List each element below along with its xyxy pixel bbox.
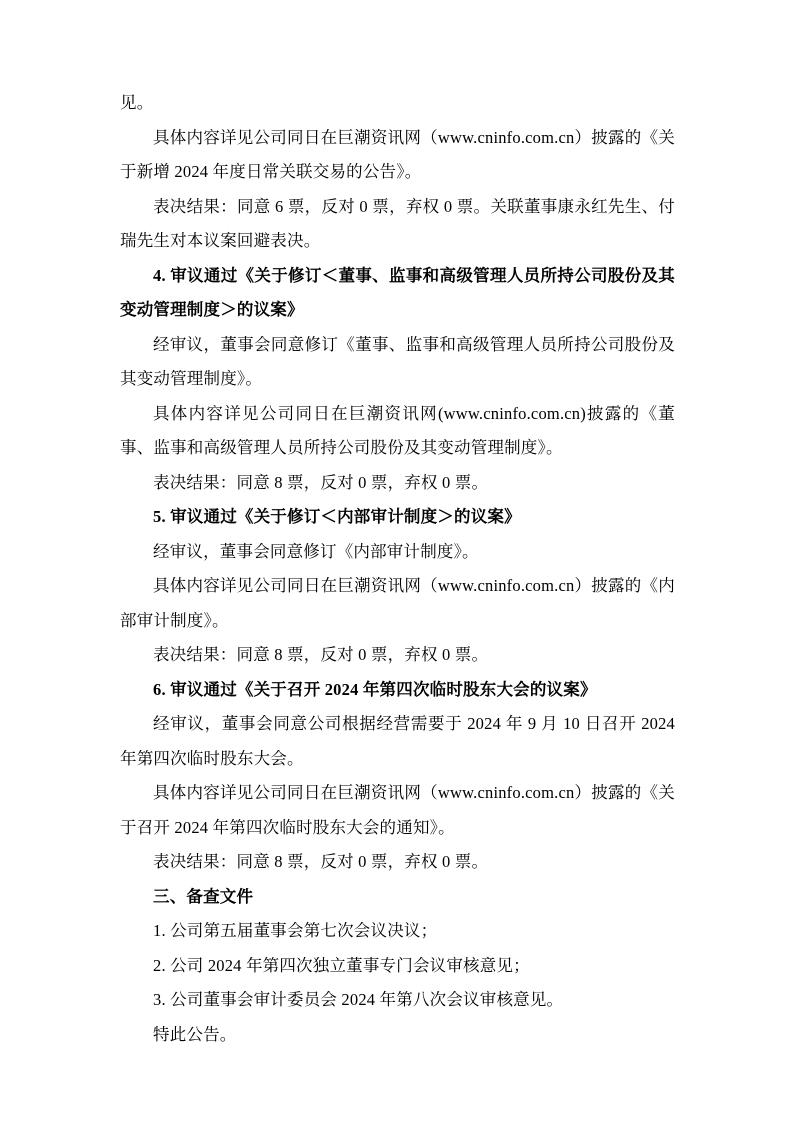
vote-result-paragraph-item-5: 表决结果：同意 8 票，反对 0 票，弃权 0 票。 <box>153 645 489 664</box>
disclosure-paragraph-item-5: 具体内容详见公司同日在巨潮资讯网（www.cninfo.com.cn）披露的《内部审计制度》。 <box>120 576 675 630</box>
vote-result-paragraph-item-3: 表决结果：同意 6 票，反对 0 票，弃权 0 票。关联董事康永红先生、付瑞先生对本议案回避表决。 <box>120 196 675 250</box>
vote-result-paragraph-item-4: 表决结果：同意 8 票，反对 0 票，弃权 0 票。 <box>153 472 489 492</box>
agenda-item-6-heading: 6. 审议通过《关于召开 2024 年第四次临时股东大会的议案》 <box>153 679 597 699</box>
resolution-paragraph-item-5: 经审议，董事会同意修订《内部审计制度》。 <box>153 541 479 561</box>
reference-document-3: 3. 公司董事会审计委员会 2024 年第八次会议审核意见。 <box>153 990 564 1009</box>
vote-result-paragraph-item-6: 表决结果：同意 8 票，反对 0 票，弃权 0 票。 <box>153 852 489 871</box>
closing-line: 特此公告。 <box>153 1024 237 1044</box>
continuation-line: 见。 <box>120 93 154 112</box>
agenda-item-4-heading: 4. 审议通过《关于修订＜董事、监事和高级管理人员所持公司股份及其变动管理制度＞的议案》 <box>120 265 675 319</box>
disclosure-paragraph-item-6: 具体内容详见公司同日在巨潮资讯网（www.cninfo.com.cn）披露的《关于召开 2024 年第四次临时股东大会的通知》。 <box>120 783 675 837</box>
disclosure-paragraph-item-3: 具体内容详见公司同日在巨潮资讯网（www.cninfo.com.cn）披露的《关于新增 2024 年度日常关联交易的公告》。 <box>120 127 675 181</box>
resolution-paragraph-item-4: 经审议，董事会同意修订《董事、监事和高级管理人员所持公司股份及其变动管理制度》。 <box>120 334 675 388</box>
document-body <box>120 86 675 1052</box>
reference-document-2: 2. 公司 2024 年第四次独立董事专门会议审核意见； <box>153 955 530 975</box>
reference-document-1: 1. 公司第五届董事会第七次会议决议； <box>153 921 438 940</box>
agenda-item-5-heading: 5. 审议通过《关于修订＜内部审计制度＞的议案》 <box>153 507 521 526</box>
reference-documents-section-heading: 三、备查文件 <box>153 886 254 906</box>
resolution-paragraph-item-6: 经审议，董事会同意公司根据经营需要于 2024 年 9 月 10 日召开 2024 年第四次临时股东大会。 <box>120 714 675 768</box>
disclosure-paragraph-item-4: 具体内容详见公司同日在巨潮资讯网(www.cninfo.com.cn)披露的《董事、监事和高级管理人员所持公司股份及其变动管理制度》。 <box>120 403 675 457</box>
